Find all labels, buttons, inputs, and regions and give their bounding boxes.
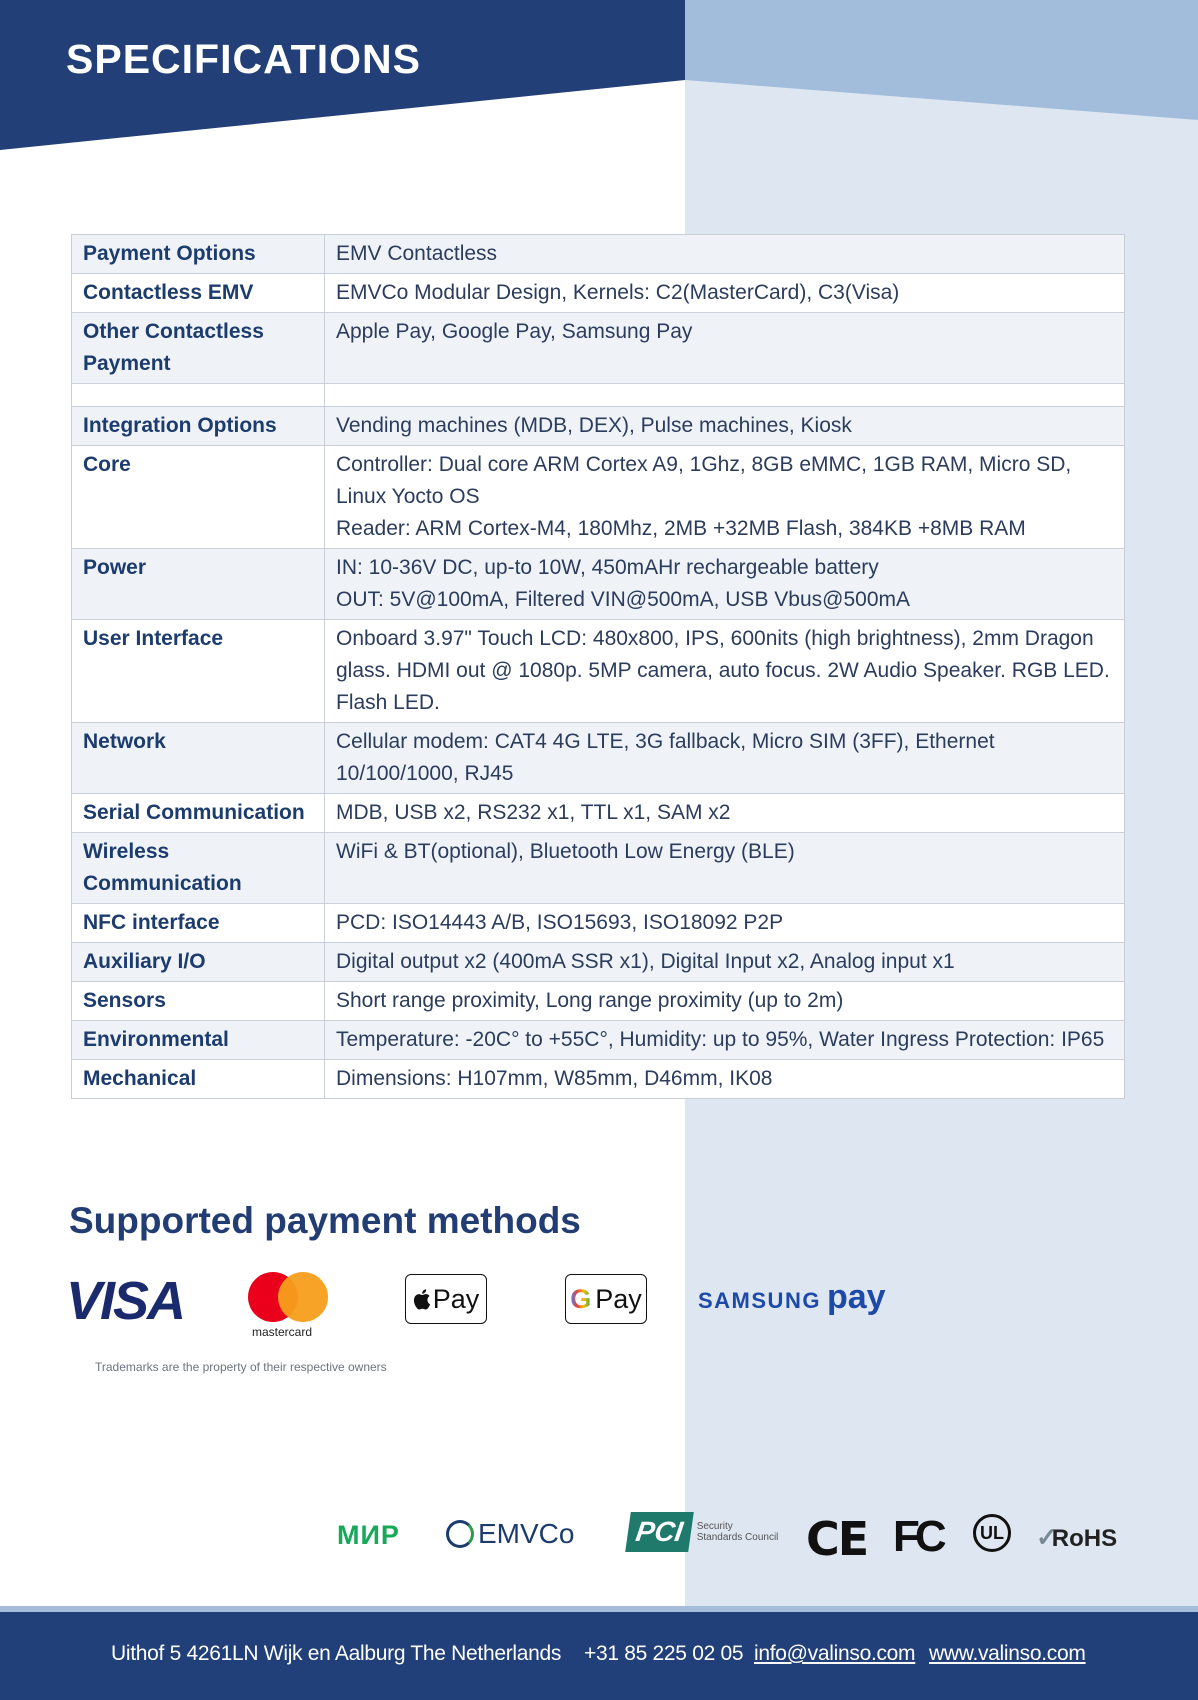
mastercard-orange-circle [278,1272,328,1322]
spec-row [72,274,1125,313]
payment-methods-heading: Supported payment methods [69,1200,581,1241]
ul-logo: UL [973,1514,1011,1552]
spec-label: User Interface [72,620,325,723]
footer-email-link[interactable]: info@valinso.com [754,1642,916,1665]
spec-row [72,943,1125,982]
spec-value-line: Temperature: -20C° to +55C°, Humidity: up to 95%, Water Ingress Protection: IP65 [336,1028,1105,1051]
samsung-brand: SAMSUNG [698,1288,821,1313]
specifications-table-body [72,235,1125,1099]
spec-row [72,549,1125,620]
spec-value [325,313,1125,384]
spec-label: Core [72,446,325,549]
spec-row [72,982,1125,1021]
spec-label: Contactless EMV [72,274,325,313]
pci-text-line1: Security [696,1521,733,1532]
spec-value [325,723,1125,794]
spec-value [325,549,1125,620]
footer-address: Uithof 5 4261LN Wijk en Aalburg The Netherlands [111,1642,562,1665]
spec-value-line: IN: 10-36V DC, up-to 10W, 450mAHr rechargeable battery [336,556,879,579]
pci-mark: PCI [625,1512,693,1552]
spec-value-line: Vending machines (MDB, DEX), Pulse machines, Kiosk [336,414,852,437]
header-light-shape [685,0,1198,120]
spec-row [72,235,1125,274]
spec-value-line: Onboard 3.97" Touch LCD: 480x800, IPS, 600nits (high brightness), 2mm Dragon glass. HDMI out @ 1080p. 5MP camera, auto focus. 2W Audio Speaker. RGB LED. Flash LED. [336,627,1110,714]
apple-pay-logo [405,1274,487,1324]
spec-row [72,1060,1125,1099]
spec-label: Power [72,549,325,620]
visa-logo: VISA [66,1271,185,1331]
spec-value [325,1060,1125,1099]
spec-value [325,446,1125,549]
spec-row [72,384,1125,407]
spec-value [325,943,1125,982]
spec-value [325,982,1125,1021]
ce-mark-logo: CE [806,1512,868,1566]
apple-pay-label: Pay [432,1283,480,1314]
spec-label: Network [72,723,325,794]
samsung-pay-logo [698,1280,886,1314]
pci-text-line2: Standards Council [696,1532,779,1543]
spec-label: Payment Options [72,235,325,274]
spec-value-line: Dimensions: H107mm, W85mm, D46mm, IK08 [336,1067,773,1090]
spec-label: Mechanical [72,1060,325,1099]
emvco-logo [446,1518,574,1550]
spec-value [325,1021,1125,1060]
spec-value-line: PCD: ISO14443 A/B, ISO15693, ISO18092 P2P [336,911,784,934]
samsung-pay-label: pay [826,1278,886,1316]
spec-value [325,274,1125,313]
payment-logos [0,1268,1198,1338]
pci-logo [628,1512,778,1552]
spec-value [325,833,1125,904]
page-title: SPECIFICATIONS [66,36,421,82]
rohs-check-icon: ✓ [1036,1522,1058,1552]
footer [0,1612,1198,1700]
spec-row [72,723,1125,794]
spec-row [72,407,1125,446]
certification-logos [0,1508,1198,1568]
trademark-note: Trademarks are the property of their respective owners [95,1360,387,1374]
spec-value-line: OUT: 5V@100mA, Filtered VIN@500mA, USB Vbus@500mA [336,588,911,611]
emvco-ring-icon [446,1520,474,1548]
spec-label: Environmental [72,1021,325,1060]
mir-logo: МИР [337,1520,400,1550]
rohs-label: RoHS [1051,1525,1118,1552]
spec-label: Integration Options [72,407,325,446]
mastercard-label: mastercard [252,1325,313,1339]
spec-value [325,384,1125,407]
footer-website-link[interactable]: www.valinso.com [929,1642,1086,1665]
spec-row [72,833,1125,904]
spec-value [325,235,1125,274]
emvco-label: EMVCo [478,1518,575,1549]
spec-label: Wireless Communication [72,833,325,904]
spec-label: Auxiliary I/O [72,943,325,982]
spec-value-line: EMVCo Modular Design, Kernels: C2(MasterCard), C3(Visa) [336,281,900,304]
spec-value-line: Controller: Dual core ARM Cortex A9, 1Ghz, 8GB eMMC, 1GB RAM, Micro SD, Linux Yocto OS [336,453,1072,508]
google-pay-logo [565,1274,647,1324]
spec-row [72,794,1125,833]
apple-icon [413,1287,433,1311]
spec-label: Serial Communication [72,794,325,833]
spec-row [72,904,1125,943]
footer-phone: +31 85 225 02 05 [584,1642,744,1665]
spec-value [325,794,1125,833]
spec-value-line: Cellular modem: CAT4 4G LTE, 3G fallback, Micro SIM (3FF), Ethernet 10/100/1000, RJ45 [336,730,995,785]
rohs-logo [1036,1522,1117,1553]
spec-label: Sensors [72,982,325,1021]
spec-row [72,1021,1125,1060]
spec-label [72,384,325,407]
spec-value-line: Apple Pay, Google Pay, Samsung Pay [336,320,693,343]
google-g-icon: G [570,1283,592,1314]
specifications-table [71,234,1125,1099]
pci-text [697,1521,779,1543]
google-pay-label: Pay [595,1283,642,1314]
spec-row [72,446,1125,549]
spec-value-line: EMV Contactless [336,242,498,265]
spec-label: Other Contactless Payment [72,313,325,384]
spec-value-line: WiFi & BT(optional), Bluetooth Low Energy (BLE) [336,840,795,863]
spec-value [325,407,1125,446]
spec-row [72,620,1125,723]
mastercard-logo [248,1272,330,1338]
spec-row [72,313,1125,384]
fcc-logo: FC [893,1512,942,1561]
spec-value-line: Digital output x2 (400mA SSR x1), Digital Input x2, Analog input x1 [336,950,955,973]
spec-value-line: Reader: ARM Cortex-M4, 180Mhz, 2MB +32MB Flash, 384KB +8MB RAM [336,517,1026,540]
spec-label: NFC interface [72,904,325,943]
spec-value-line: Short range proximity, Long range proximity (up to 2m) [336,989,844,1012]
spec-value [325,620,1125,723]
spec-value-line: MDB, USB x2, RS232 x1, TTL x1, SAM x2 [336,801,731,824]
spec-value [325,904,1125,943]
